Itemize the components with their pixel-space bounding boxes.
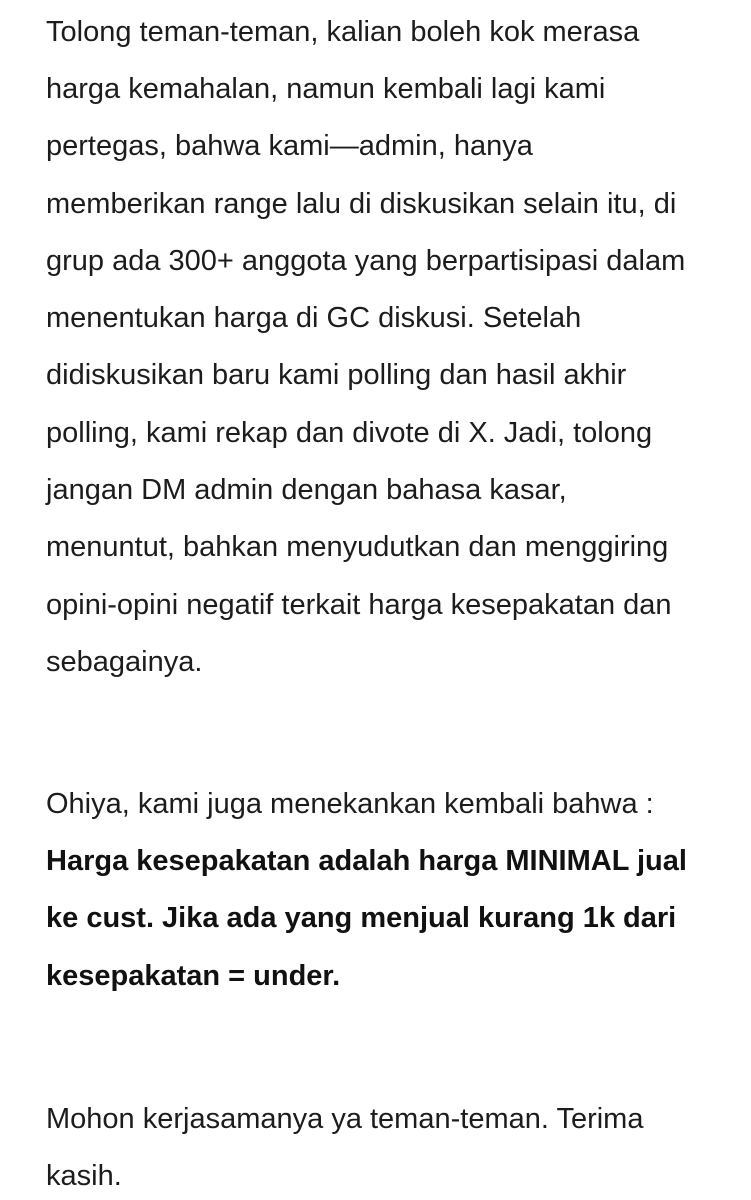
text-line: Tolong teman-teman, kalian boleh kok merasa <box>46 16 640 48</box>
bold-line: ke cust. Jika ada yang menjual kurang 1k dari <box>46 902 677 934</box>
text-line: opini-opini negatif terkait harga kesepakatan dan <box>46 589 672 621</box>
bold-line: Harga kesepakatan adalah harga MINIMAL jual <box>46 845 687 877</box>
text-line: polling, kami rekap dan divote di X. Jadi, tolong <box>46 417 653 449</box>
text-line: didiskusikan baru kami polling dan hasil akhir <box>46 359 627 391</box>
text-line: grup ada 300+ anggota yang berpartisipasi dalam <box>46 245 686 277</box>
intro-line: Ohiya, kami juga menekankan kembali bahwa : <box>46 788 654 820</box>
text-line: sebagainya. <box>46 646 203 678</box>
text-line: Mohon kerjasamanya ya teman-teman. Terima <box>46 1103 644 1135</box>
text-line: jangan DM admin dengan bahasa kasar, <box>46 474 567 506</box>
text-line: kasih. <box>46 1160 122 1192</box>
text-line: memberikan range lalu di diskusikan selain itu, di <box>46 188 677 220</box>
text-line: menentukan harga di GC diskusi. Setelah <box>46 302 582 334</box>
text-line: pertegas, bahwa kami—admin, hanya <box>46 130 533 162</box>
text-line: harga kemahalan, namun kembali lagi kami <box>46 73 606 105</box>
text-line: menuntut, bahkan menyudutkan dan menggiring <box>46 531 669 563</box>
bold-line: kesepakatan = under. <box>46 960 341 992</box>
